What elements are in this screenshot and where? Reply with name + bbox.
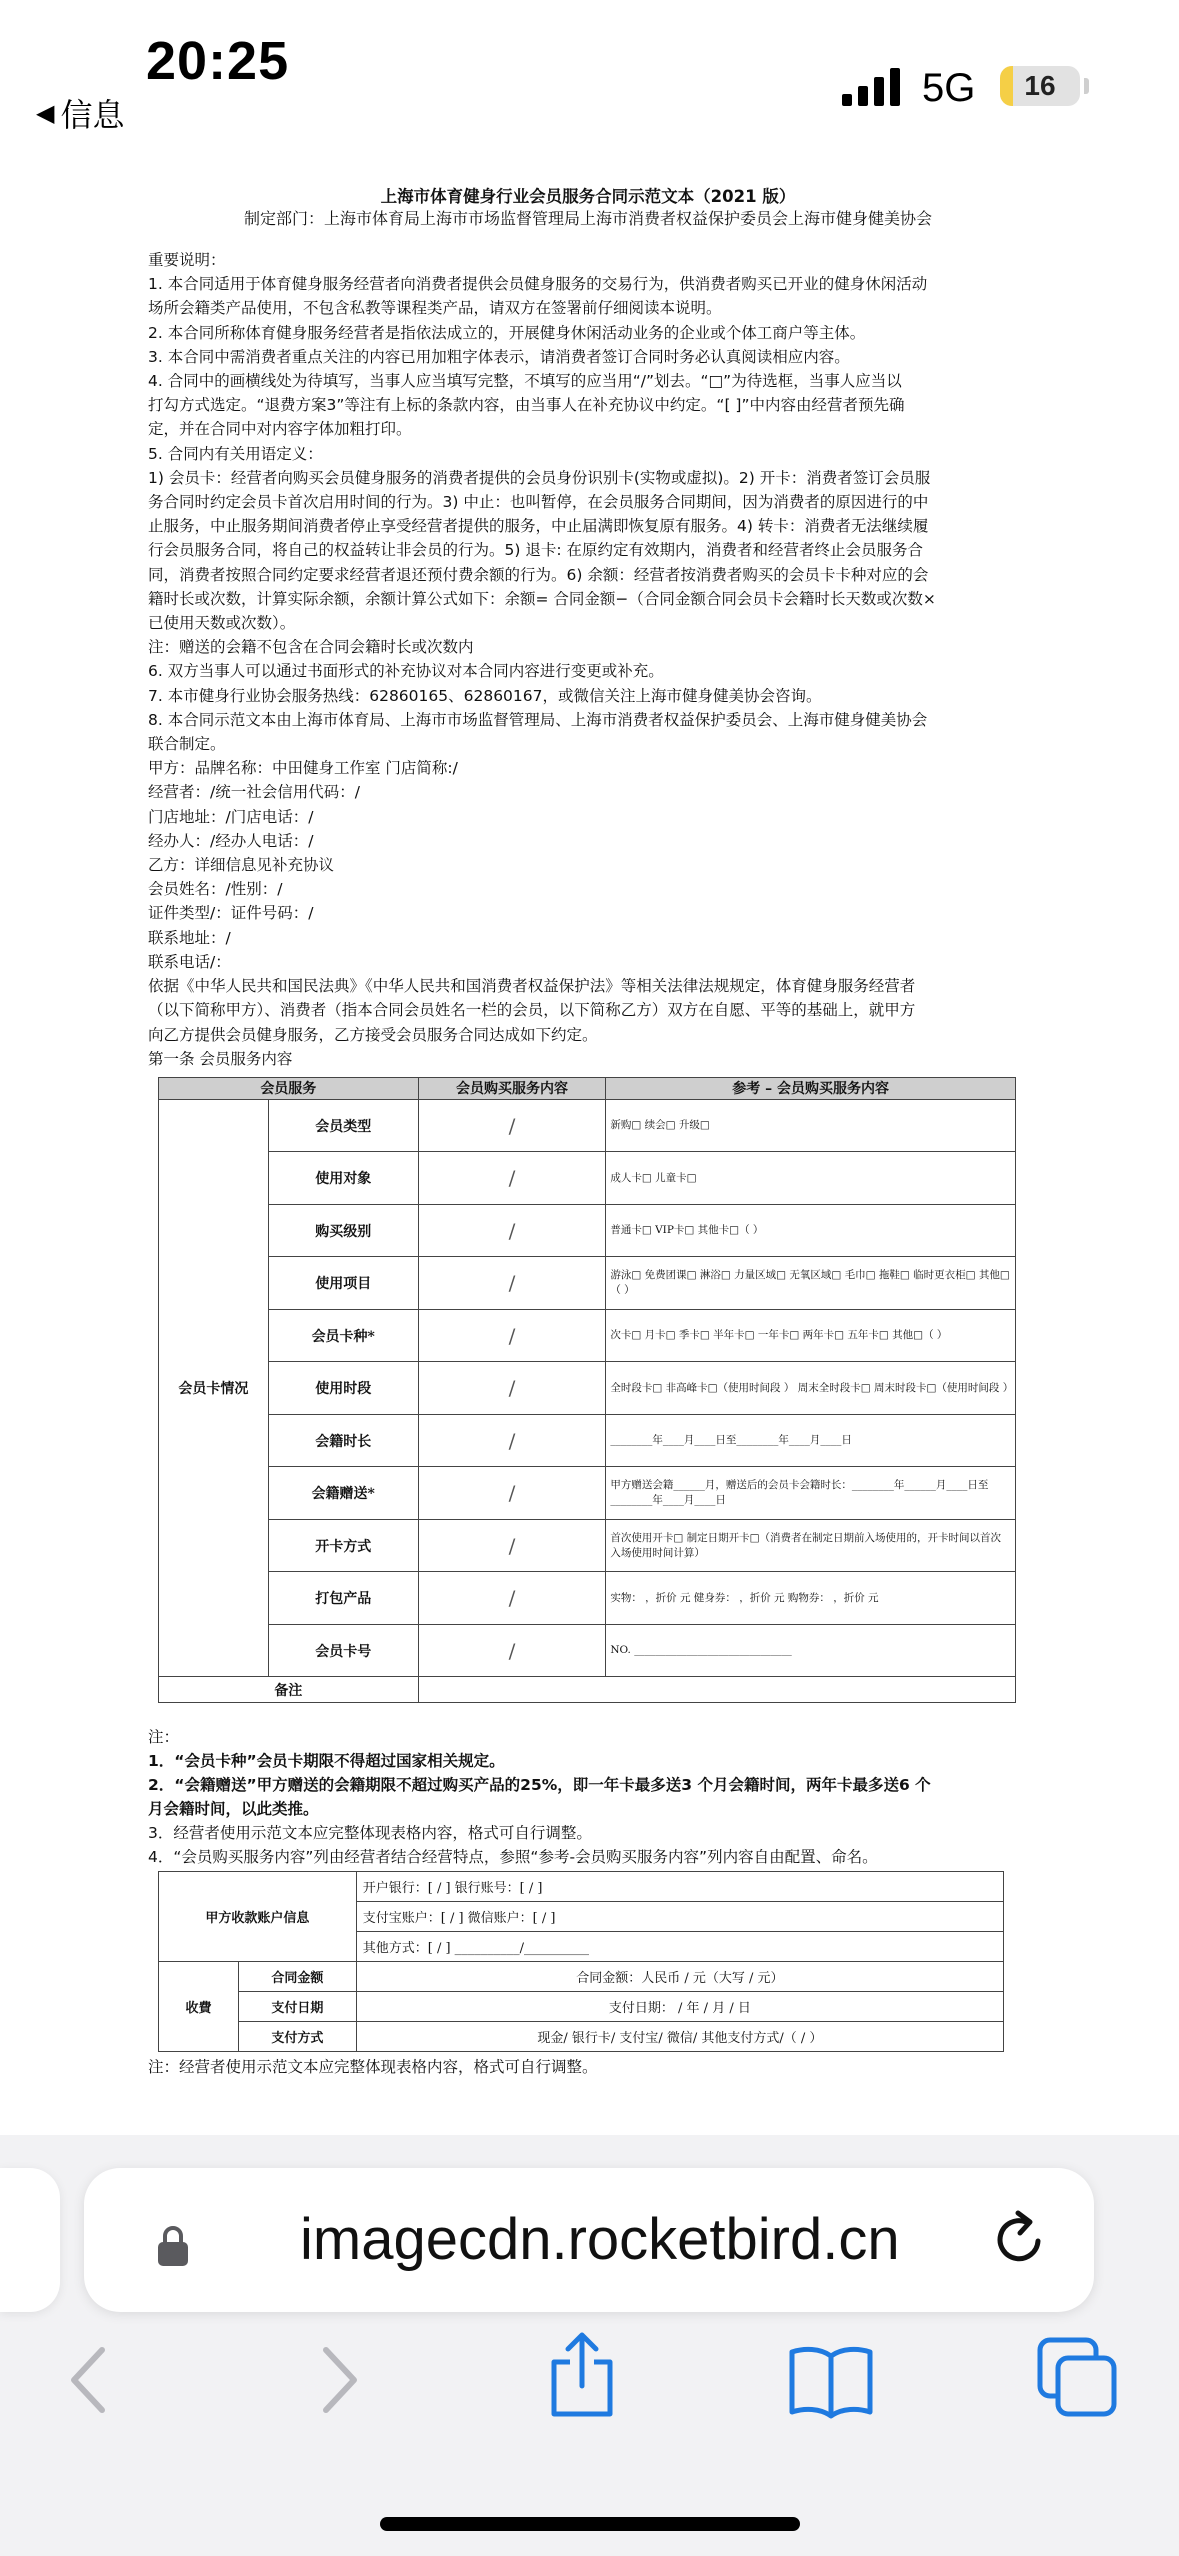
row-reference: NO. ______________________________ [606, 1624, 1016, 1677]
document-line: 7. 本市健身行业协会服务热线：62860165、62860167，或微信关注上海市健身健美协会咨询。 [148, 686, 822, 705]
row-value: / [418, 1362, 606, 1415]
document-line: 6. 双方当事人可以通过书面形式的补充协议对本合同内容进行变更或补充。 [148, 662, 664, 681]
document-line: 注：赠送的会籍不包含在合同会籍时长或次数内 [148, 638, 474, 657]
table-row [159, 1414, 1016, 1467]
document-line: 2. 本合同所称体育健身服务经营者是指依法成立的，开展健身休闲活动业务的企业或个体工商户等主体。 [148, 323, 866, 342]
pay-row-value: 合同金额：人民币 / 元（大写 / 元） [356, 1962, 1003, 1992]
document-body [148, 248, 1028, 1071]
document-subtitle: 制定部门：上海市体育局上海市市场监督管理局上海市消费者权益保护委员会上海市健身健美协会 [243, 209, 932, 228]
document-line: 已使用天数或次数）。 [148, 614, 296, 633]
table-row [159, 2022, 1004, 2052]
row-label: 会籍赠送* [268, 1467, 418, 1520]
row-reference: 全时段卡□ 非高峰卡□（使用时间段 ） 周末全时段卡□ 周末时段卡□（使用时间段 ） [606, 1362, 1016, 1415]
row-reference: 普通卡□ VIP卡□ 其他卡□（ ） [606, 1204, 1016, 1257]
table-row [159, 1257, 1016, 1310]
document-line: 门店地址：/门店电话：/ [148, 807, 314, 826]
document-line: 乙方：详细信息见补充协议 [148, 856, 335, 875]
row-reference: ________年____月____日至________年____月____日 [606, 1414, 1016, 1467]
document-line: 会员姓名：/性别：/ [148, 880, 283, 899]
payment-table [158, 1871, 1004, 2052]
account-row: 支付宝账户：[ / ] 微信账户：[ / ] [356, 1902, 1003, 1932]
lock-icon [156, 2224, 190, 2268]
document-line: 联合制定。 [148, 735, 226, 754]
document-line: 止服务，中止服务期间消费者停止享受经营者提供的服务，中止届满即恢复原有服务。4) 转卡：消费者无法继续履 [148, 517, 929, 536]
service-table [158, 1077, 1016, 1704]
network-type: 5G [922, 66, 976, 110]
row-label: 会员卡种* [268, 1309, 418, 1362]
account-row: 开户银行：[ / ] 银行账号：[ / ] [356, 1872, 1003, 1902]
document-line: 打勾方式选定。“退费方案3”等注有上标的条款内容，由当事人在补充协议中约定。“[ ]”中内容由经营者预先确 [148, 396, 905, 415]
document-line: 同，消费者按照合同约定要求经营者退还预付费余额的行为。6) 余额：经营者按消费者购买的会员卡卡种对应的会 [148, 565, 929, 584]
document-line: 籍时长或次数，计算实际余额，余额计算公式如下：余额= 合同金额−（合同金额合同会员卡会籍时长天数或次数× [148, 589, 936, 608]
url-text[interactable]: imagecdn.rocketbird.cn [300, 2207, 900, 2272]
account-row: 其他方式：[ / ] __________/__________ [356, 1932, 1003, 1962]
note-line: 4．“会员购买服务内容”列由经营者结合经营特点，参照“参考-会员购买服务内容”列内容自由配置、命名。 [148, 1848, 878, 1867]
footer-cell [418, 1677, 1015, 1703]
book-icon[interactable] [786, 2340, 876, 2420]
footer-label: 备注 [159, 1677, 419, 1703]
note-line: 3．经营者使用示范文本应完整体现表格内容，格式可自行调整。 [148, 1824, 592, 1843]
row-reference: 次卡□ 月卡□ 季卡□ 半年卡□ 一年卡□ 两年卡□ 五年卡□ 其他□（ ） [606, 1309, 1016, 1362]
reload-icon[interactable] [988, 2207, 1052, 2271]
document-title: 上海市体育健身行业会员服务合同示范文本（2021 版） [380, 187, 796, 206]
table-row [159, 1467, 1016, 1520]
document-line: 务合同时约定会员卡首次启用时间的行为。3) 中止：也叫暂停，在会员服务合同期间，因为消费者的原因进行的中 [148, 493, 929, 512]
table-row [159, 1362, 1016, 1415]
account-label: 甲方收款账户信息 [159, 1872, 357, 1962]
status-time: 20:25 [146, 31, 290, 91]
table-row [159, 1872, 1004, 1902]
home-indicator[interactable] [380, 2517, 800, 2531]
document-line: 经营者：/统一社会信用代码：/ [148, 783, 360, 802]
document-line: 定，并在合同中对内容字体加粗打印。 [148, 420, 412, 439]
document-line: 联系电话/： [148, 952, 231, 971]
pay-row-value: 支付日期： / 年 / 月 / 日 [356, 1992, 1003, 2022]
tabs-icon[interactable] [1034, 2334, 1120, 2424]
battery-tip [1084, 78, 1089, 94]
pay-row-label: 支付方式 [238, 2022, 356, 2052]
status-bar [0, 0, 1179, 134]
table-header: 会员购买服务内容 [418, 1077, 606, 1099]
table-notes [148, 1725, 1028, 1869]
row-value: / [418, 1152, 606, 1205]
row-value: / [418, 1204, 606, 1257]
pay-row-label: 合同金额 [238, 1962, 356, 1992]
row-label: 开卡方式 [268, 1519, 418, 1572]
table-header: 参考 – 会员购买服务内容 [606, 1077, 1016, 1099]
document-line: 行会员服务合同，将自己的权益转让非会员的行为。5) 退卡: 在原约定有效期内，消费者和经营者终止会员服务合 [148, 541, 923, 560]
document-line: （以下简称甲方）、消费者（指本合同会员姓名一栏的会员，以下简称乙方）双方在自愿、平等的基础上，就甲方 [148, 1001, 916, 1020]
table-header: 会员服务 [159, 1077, 419, 1099]
table-row [159, 1519, 1016, 1572]
chevron-left-icon[interactable] [62, 2340, 112, 2420]
row-value: / [418, 1519, 606, 1572]
row-label: 打包产品 [268, 1572, 418, 1625]
row-reference: 首次使用开卡□ 制定日期开卡□（消费者在制定日期前入场使用的，开卡时间以首次入场使用时间计算） [606, 1519, 1016, 1572]
document-line: 联系地址：/ [148, 928, 231, 947]
row-reference: 甲方赠送会籍______月，赠送后的会员卡会籍时长：________年______月____日至________年____月____日 [606, 1467, 1016, 1520]
row-label: 会籍时长 [268, 1414, 418, 1467]
document-line: 4. 合同中的画横线处为待填写，当事人应当填写完整，不填写的应当用“/”划去。“□”为待选框，当事人应当以 [148, 372, 902, 391]
signal-strength-icon [842, 68, 900, 106]
row-reference: 游泳□ 免费团课□ 淋浴□ 力量区域□ 无氧区域□ 毛巾□ 拖鞋□ 临时更衣柜□ 其他□（ ） [606, 1257, 1016, 1310]
row-reference: 实物： ，折价 元 健身券： ，折价 元 购物券： ，折价 元 [606, 1572, 1016, 1625]
row-label: 使用对象 [268, 1152, 418, 1205]
group-label: 会员卡情况 [159, 1099, 269, 1677]
table-row [159, 1992, 1004, 2022]
pay-label: 收費 [159, 1962, 239, 2052]
row-value: / [418, 1624, 606, 1677]
document-line: 经办人：/经办人电话：/ [148, 831, 314, 850]
row-value: / [418, 1414, 606, 1467]
document-line: 1. 本合同适用于体育健身服务经营者向消费者提供会员健身服务的交易行为，供消费者购买已开业的健身休闲活动 [148, 275, 928, 294]
row-label: 使用项目 [268, 1257, 418, 1310]
document-line: 甲方：品牌名称：中田健身工作室 门店简称:/ [148, 759, 458, 778]
back-to-app-button[interactable] [36, 90, 124, 136]
row-reference: 成人卡□ 儿童卡□ [606, 1152, 1016, 1205]
row-value: / [418, 1257, 606, 1310]
chevron-right-icon[interactable] [316, 2340, 366, 2420]
row-value: / [418, 1309, 606, 1362]
row-reference: 新购□ 续会□ 升级□ [606, 1099, 1016, 1152]
contract-document[interactable] [148, 186, 1028, 2136]
document-line: 8. 本合同示范文本由上海市体育局、上海市市场监督管理局、上海市消费者权益保护委员会、上海市健身健美协会 [148, 710, 928, 729]
row-value: / [418, 1467, 606, 1520]
previous-tab-edge[interactable] [0, 2168, 60, 2312]
table-row [159, 1204, 1016, 1257]
row-label: 购买级别 [268, 1204, 418, 1257]
back-app-label: 信息 [60, 96, 125, 134]
table-row [159, 1572, 1016, 1625]
share-icon[interactable] [546, 2330, 618, 2420]
table-row [159, 1962, 1004, 1992]
row-value: / [418, 1572, 606, 1625]
document-line: 依据《中华人民共和国民法典》《中华人民共和国消费者权益保护法》等相关法律法规规定，体育健身服务经营者 [148, 977, 916, 996]
row-value: / [418, 1099, 606, 1152]
document-line: 1) 会员卡：经营者向购买会员健身服务的消费者提供的会员身份识别卡(实物或虚拟)。2) 开卡：消费者签订会员服 [148, 468, 931, 487]
document-line: 场所会籍类产品使用，不包含私教等课程类产品，请双方在签署前仔细阅读本说明。 [148, 299, 722, 318]
battery-percent: 16 [1024, 70, 1056, 101]
battery-icon [1000, 66, 1080, 106]
note-line: 月会籍时间，以此类推。 [148, 1800, 319, 1819]
row-label: 使用时段 [268, 1362, 418, 1415]
table-row [159, 1677, 1016, 1703]
table-row [159, 1152, 1016, 1205]
row-label: 会员卡号 [268, 1624, 418, 1677]
pay-row-label: 支付日期 [238, 1992, 356, 2022]
table-row [159, 1624, 1016, 1677]
document-line: 向乙方提供会员健身服务，乙方接受会员服务合同达成如下约定。 [148, 1025, 598, 1044]
document-line: 第一条 会员服务内容 [148, 1049, 293, 1068]
row-label: 会员类型 [268, 1099, 418, 1152]
document-line: 5. 合同内有关用语定义： [148, 444, 323, 463]
table-row [159, 1099, 1016, 1152]
document-line: 重要说明： [148, 251, 226, 269]
cutoff-note: 注：经营者使用示范文本应完整体现表格内容，格式可自行调整。 [148, 2058, 598, 2077]
note-line: 注： [148, 1728, 180, 1747]
note-line: 1．“会员卡种”会员卡期限不得超过国家相关规定。 [148, 1752, 505, 1771]
pay-row-value: 现金/ 银行卡/ 支付宝/ 微信/ 其他支付方式/（ / ） [356, 2022, 1003, 2052]
document-line: 3. 本合同中需消费者重点关注的内容已用加粗字体表示，请消费者签订合同时务必认真阅读相应内容。 [148, 347, 850, 366]
note-line: 2．“会籍赠送”甲方赠送的会籍期限不超过购买产品的25%，即一年卡最多送3 个月会籍时间，两年卡最多送6 个 [148, 1776, 931, 1795]
document-line: 证件类型/：证件号码：/ [148, 904, 314, 923]
back-triangle-icon: ◀ [36, 99, 55, 127]
table-row [159, 1309, 1016, 1362]
